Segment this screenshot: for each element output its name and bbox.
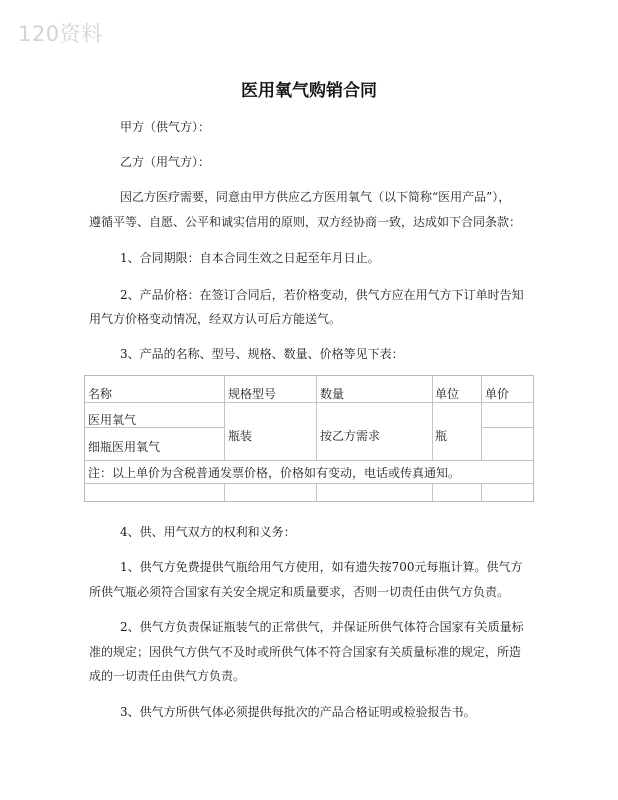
- table-col-divider: [316, 483, 317, 502]
- table-col-divider: [432, 483, 433, 502]
- party-a-line: 甲方（供气方）：: [120, 120, 211, 134]
- clause-2-line-2: 用气方价格变动情况，经双方认可后方能送气。: [89, 312, 342, 326]
- table-header-spec: 规格型号: [228, 387, 277, 401]
- table-row-divider: [85, 483, 533, 484]
- clause-2-line-1: 2、产品价格：在签订合同后，若价格变动，供气方应在用气方下订单时告知: [120, 288, 524, 302]
- party-b-line: 乙方（用气方）：: [120, 155, 211, 169]
- document-title: 医用氧气购销合同: [241, 81, 377, 101]
- table-header-unit: 单位: [435, 387, 460, 401]
- clause-3: 3、产品的名称、型号、规格、数量、价格等见下表：: [120, 347, 404, 361]
- table-cell-product: 医用氧气: [88, 413, 137, 427]
- table-cell-unit: 瓶: [435, 429, 448, 443]
- table-cell-product: 细瓶医用氧气: [88, 440, 161, 454]
- table-col-divider: [224, 376, 225, 460]
- duty-2-line-1: 2、供气方负责保证瓶装气的正常供气，并保证所供气体符合国家有关质量标: [120, 620, 524, 634]
- table-row-divider: [85, 402, 533, 403]
- intro-line-2: 遵循平等、自愿、公平和诚实信用的原则，双方经协商一致，达成如下合同条款：: [89, 215, 522, 229]
- table-header-price: 单价: [485, 387, 510, 401]
- watermark: 120资料: [18, 22, 103, 46]
- clause-1: 1、合同期限：自本合同生效之日起至年月日止。: [120, 251, 380, 265]
- clause-4: 4、供、用气双方的权利和义务：: [120, 525, 296, 539]
- table-cell-quantity: 按乙方需求: [320, 429, 381, 443]
- duty-1-line-1: 1、供气方免费提供气瓶给用气方使用，如有遗失按700元每瓶计算。供气方: [120, 560, 523, 574]
- table-row-divider: [481, 427, 533, 428]
- table-note: 注：以上单价为含税普通发票价格，价格如有变动，电话或传真通知。: [88, 466, 461, 480]
- duty-3: 3、供气方所供气体必须提供每批次的产品合格证明或检验报告书。: [120, 705, 476, 719]
- table-cell-spec: 瓶装: [228, 429, 253, 443]
- table-col-divider: [316, 376, 317, 460]
- table-col-divider: [224, 483, 225, 502]
- duty-2-line-3: 成的一切责任由供气方负责。: [89, 669, 246, 683]
- product-table: [84, 375, 534, 502]
- intro-line-1: 因乙方医疗需要，同意由甲方供应乙方医用氧气（以下简称“医用产品”），: [120, 190, 511, 204]
- table-header-quantity: 数量: [320, 387, 345, 401]
- duty-1-line-2: 所供气瓶必须符合国家有关安全规定和质量要求，否则一切责任由供气方负责。: [89, 585, 510, 599]
- duty-2-line-2: 准的规定；因供气方供气不及时或所供气体不符合国家有关质量标准的规定，所造: [89, 645, 522, 659]
- table-col-divider: [432, 376, 433, 460]
- table-row-divider: [85, 460, 533, 461]
- table-row-divider: [85, 427, 224, 428]
- table-header-name: 名称: [88, 387, 113, 401]
- table-col-divider: [481, 376, 482, 460]
- table-col-divider: [481, 483, 482, 502]
